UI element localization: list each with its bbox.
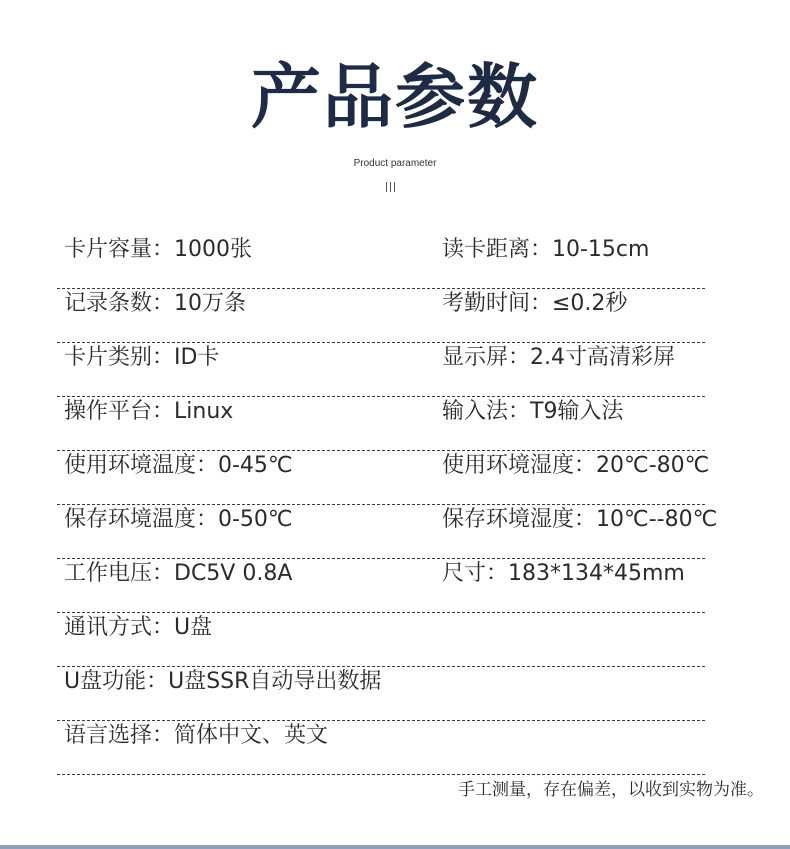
spec-right: 考勤时间：≤0.2秒 <box>442 291 628 316</box>
spec-right: 输入法：T9输入法 <box>442 399 624 424</box>
spec-right: 尺寸：183*134*45mm <box>442 561 685 586</box>
spec-row <box>57 342 705 397</box>
spec-row <box>57 288 705 343</box>
bottom-bar <box>0 845 790 849</box>
spec-row <box>57 558 705 613</box>
spec-row <box>57 450 710 505</box>
footer-note: 手工测量，存在偏差，以收到实物为准。 <box>458 780 764 800</box>
spec-right: 保存环境湿度：10℃--80℃ <box>442 507 718 532</box>
spec-right: 显示屏：2.4寸高清彩屏 <box>442 345 675 370</box>
spec-left: 记录条数：10万条 <box>64 291 246 316</box>
spec-row <box>57 234 705 289</box>
spec-left: 保存环境温度：0-50℃ <box>64 507 293 532</box>
spec-row <box>57 504 718 559</box>
spec-left: 使用环境温度：0-45℃ <box>64 453 293 478</box>
spec-left: 语言选择：简体中文、英文 <box>64 723 329 748</box>
spec-left: 卡片类别：ID卡 <box>64 345 220 370</box>
spec-left: 操作平台：Linux <box>64 399 234 424</box>
spec-left: 工作电压：DC5V 0.8A <box>64 561 293 586</box>
page-title: 产品参数 <box>251 56 539 138</box>
spec-left: 通讯方式：U盘 <box>64 615 213 640</box>
spec-right: 使用环境湿度：20℃-80℃ <box>442 453 710 478</box>
page-subtitle: Product parameter <box>353 158 437 169</box>
spec-row <box>57 666 705 721</box>
spec-right: 读卡距离：10-15cm <box>442 237 650 262</box>
spec-row <box>57 612 705 667</box>
spec-left: U盘功能：U盘SSR自动导出数据 <box>64 669 382 694</box>
spec-row <box>57 720 705 775</box>
spec-row <box>57 396 705 451</box>
divider-mark <box>385 182 397 192</box>
spec-left: 卡片容量：1000张 <box>64 237 252 262</box>
